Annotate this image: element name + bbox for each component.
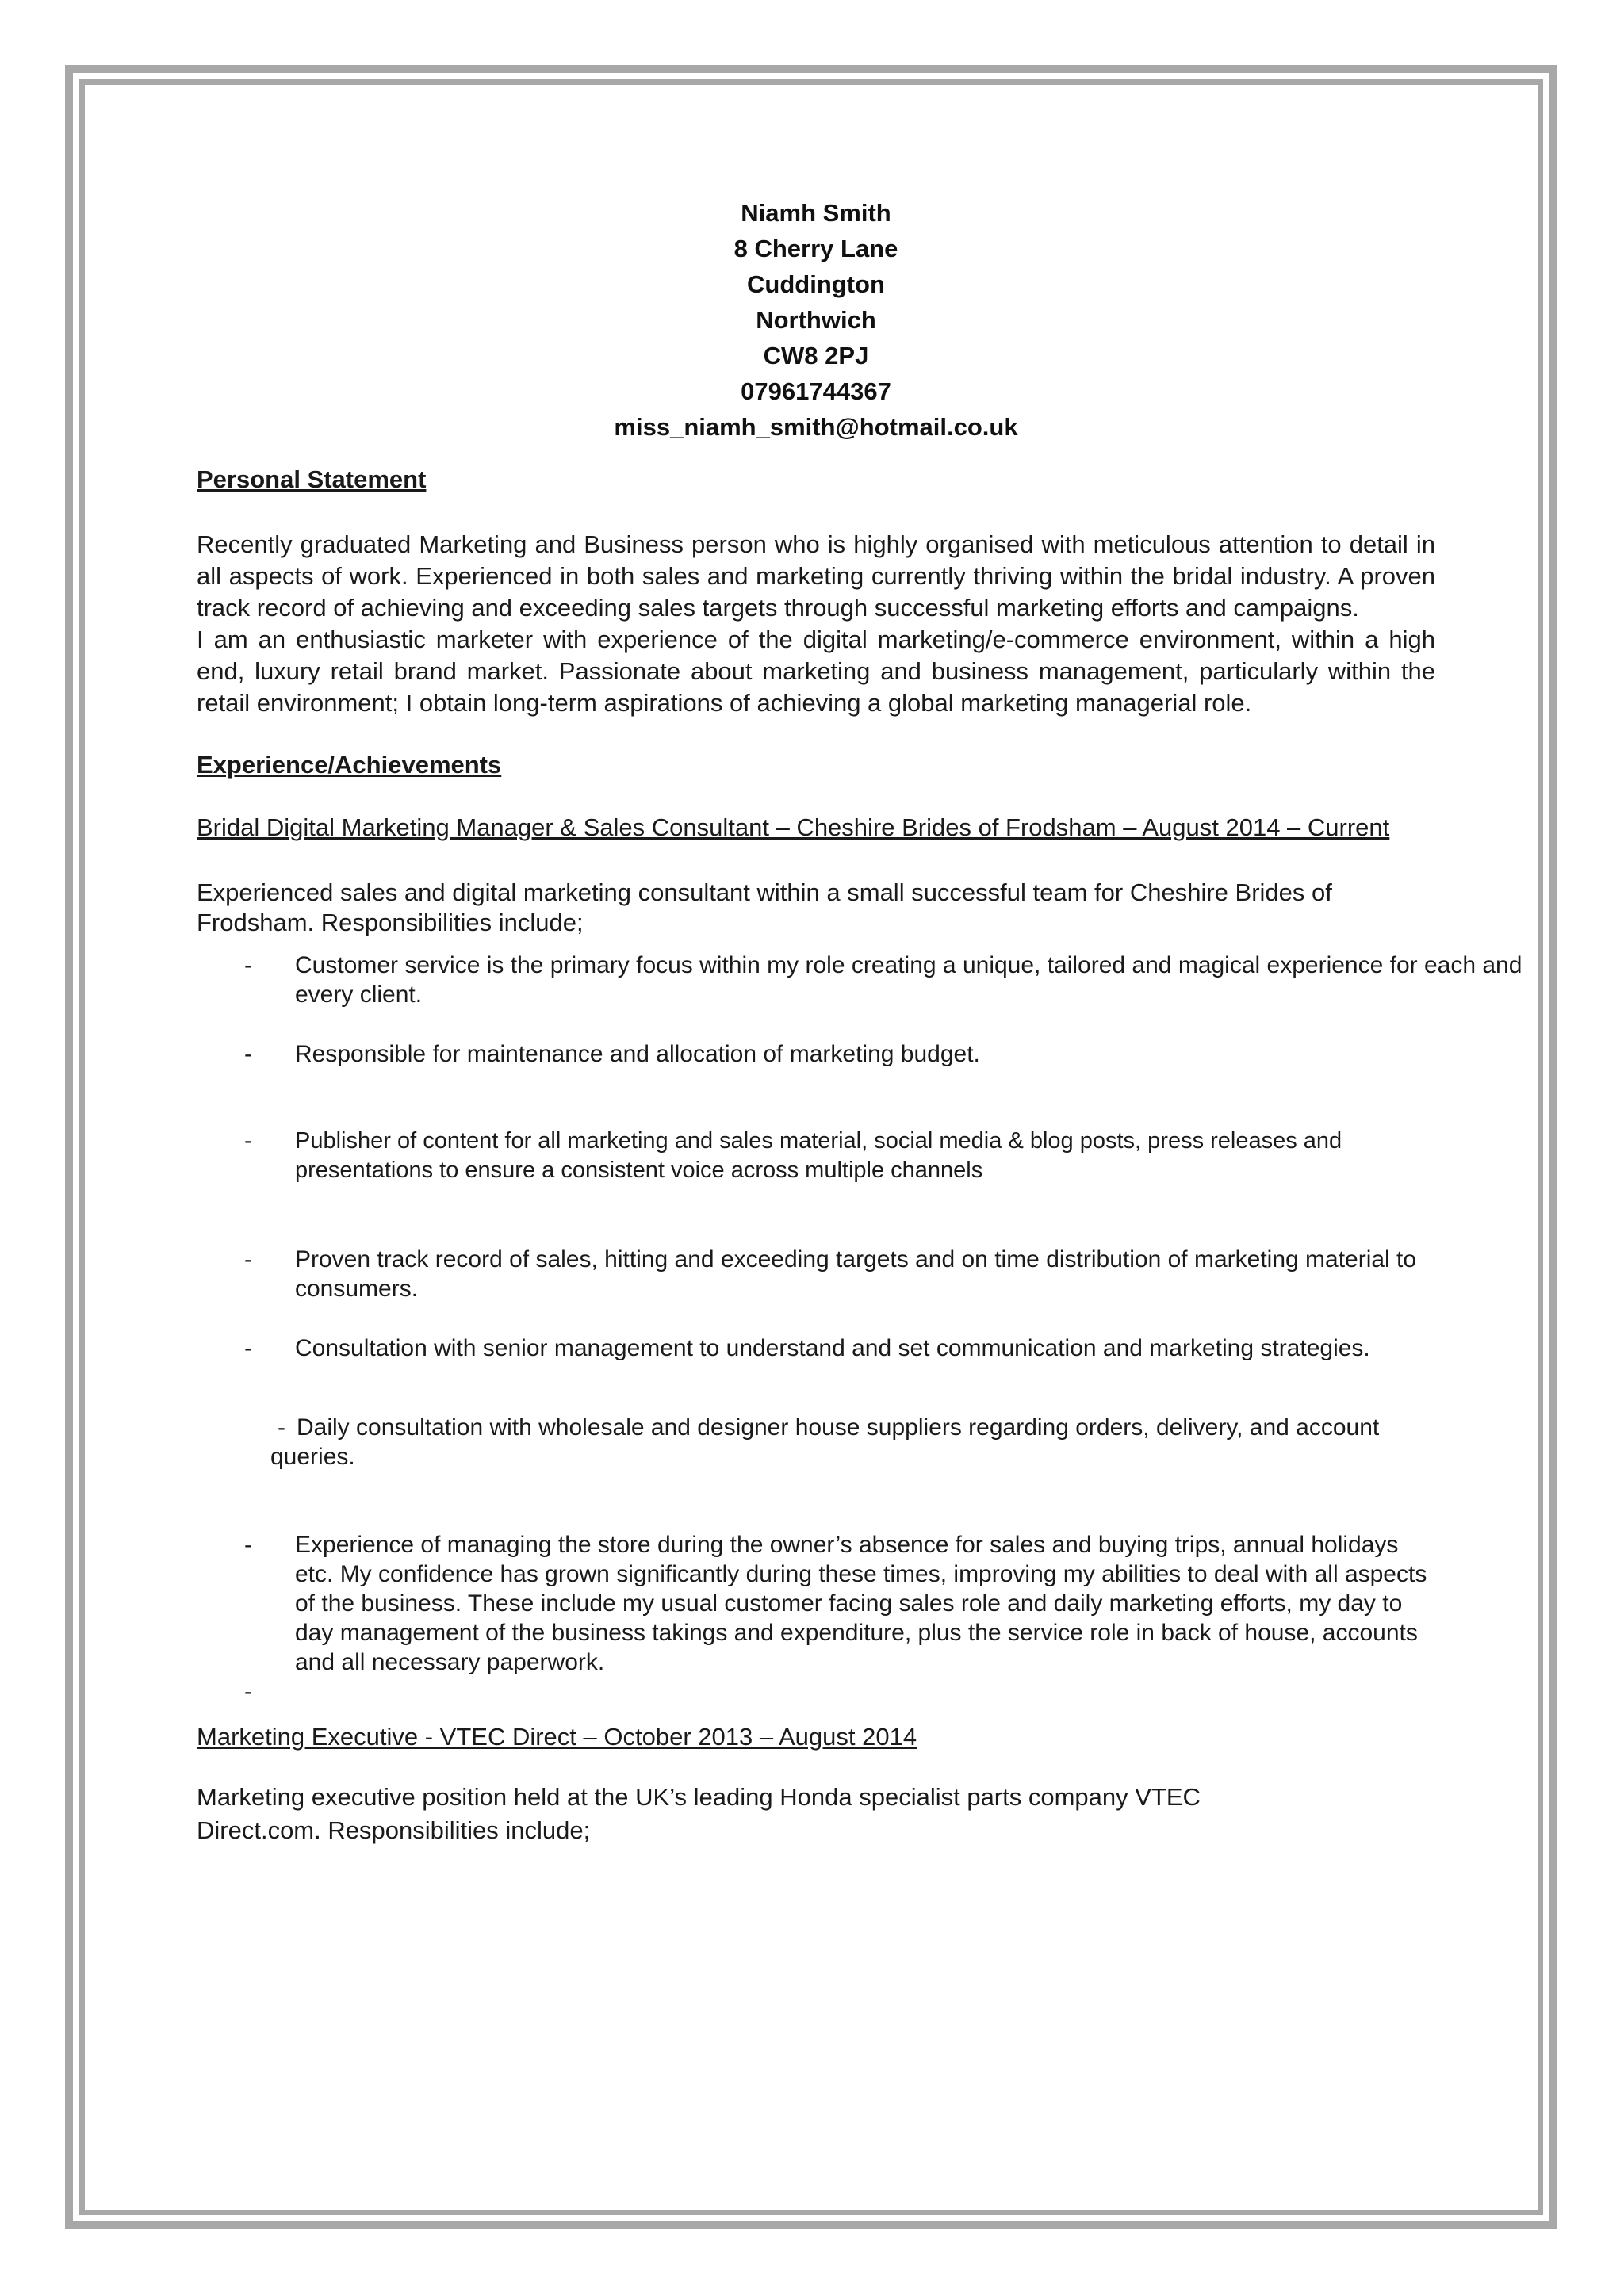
list-item: - Daily consultation with wholesale and designer house suppliers regarding orders, delivery, and account queries.: [270, 1414, 1380, 1470]
bullet-dash: -: [244, 1532, 252, 1558]
experience-heading: Experience/Achievements: [197, 751, 502, 779]
responsibilities-list: [197, 951, 1522, 1677]
bullet-dash: -: [244, 1246, 252, 1272]
phone-number: 07961744367: [741, 377, 891, 405]
bullet-dash: -: [244, 1041, 252, 1067]
bullet-dash: -: [244, 1335, 252, 1361]
personal-statement-paragraph-1: Recently graduated Marketing and Business person who is highly organised with meticulous attention to detail in all aspects of work. Experienced in both sales and marketing currently thriving within the bridal industry. A proven track record of achieving and exceeding sales targets through successful marketing efforts and campaigns.: [197, 530, 1435, 622]
personal-statement-paragraph-2: I am an enthusiastic marketer with experience of the digital marketing/e-commerce environment, within a high end, luxury retail brand market. Passionate about marketing and business management, particularly within the retail environment; I obtain long-term aspirations of achieving a global marketing managerial role.: [197, 626, 1435, 717]
empty-bullet-dash: -: [244, 1678, 252, 1705]
list-item: - Proven track record of sales, hitting and exceeding targets and on time distribution of marketing material to consumers.: [244, 1246, 1417, 1302]
postcode: CW8 2PJ: [763, 342, 869, 369]
address-line-3: Northwich: [756, 306, 876, 334]
bullet-dash: -: [278, 1414, 285, 1441]
job-intro-vtec-direct: Marketing executive position held at the UK’s leading Honda specialist parts company VTEC Direct.com. Responsibilities include;: [197, 1783, 1201, 1844]
address-line-1: 8 Cherry Lane: [733, 235, 898, 262]
list-item: - Experience of managing the store during the owner’s absence for sales and buying trips, annual holidays etc. My confidence has grown significantly during these times, improving my abilities to deal with all aspects of the business. These include my usual customer facing sales role and daily marketing efforts, my day to day management of the business takings and expenditure, plus the service role in back of house, accounts and all necessary paperwork.: [244, 1532, 1427, 1675]
list-item: - Customer service is the primary focus within my role creating a unique, tailored and magical experience for each and every client.: [244, 952, 1522, 1008]
personal-statement-heading: Personal Statement: [197, 465, 427, 493]
contact-header: [197, 195, 1435, 445]
job-title-cheshire-brides: Bridal Digital Marketing Manager & Sales Consultant – Cheshire Brides of Frodsham – August 2014 – Current: [197, 813, 1390, 841]
candidate-name: Niamh Smith: [741, 199, 891, 227]
list-item: - Publisher of content for all marketing and sales material, social media & blog posts, press releases and presentations to ensure a consistent voice across multiple channels: [244, 1128, 1342, 1183]
address-line-2: Cuddington: [747, 270, 885, 298]
job-intro-cheshire-brides: Experienced sales and digital marketing consultant within a small successful team for Cheshire Brides of Frodsham. Responsibilities include;: [197, 878, 1332, 936]
cv-page: [197, 195, 1522, 1847]
bullet-dash: -: [244, 952, 252, 978]
email-address: miss_niamh_smith@hotmail.co.uk: [614, 413, 1018, 441]
job-title-vtec-direct: Marketing Executive - VTEC Direct – October 2013 – August 2014: [197, 1723, 917, 1751]
bullet-dash: -: [244, 1128, 252, 1154]
list-item: - Responsible for maintenance and allocation of marketing budget.: [244, 1041, 980, 1067]
list-item: - Consultation with senior management to understand and set communication and marketing strategies.: [244, 1335, 1370, 1361]
